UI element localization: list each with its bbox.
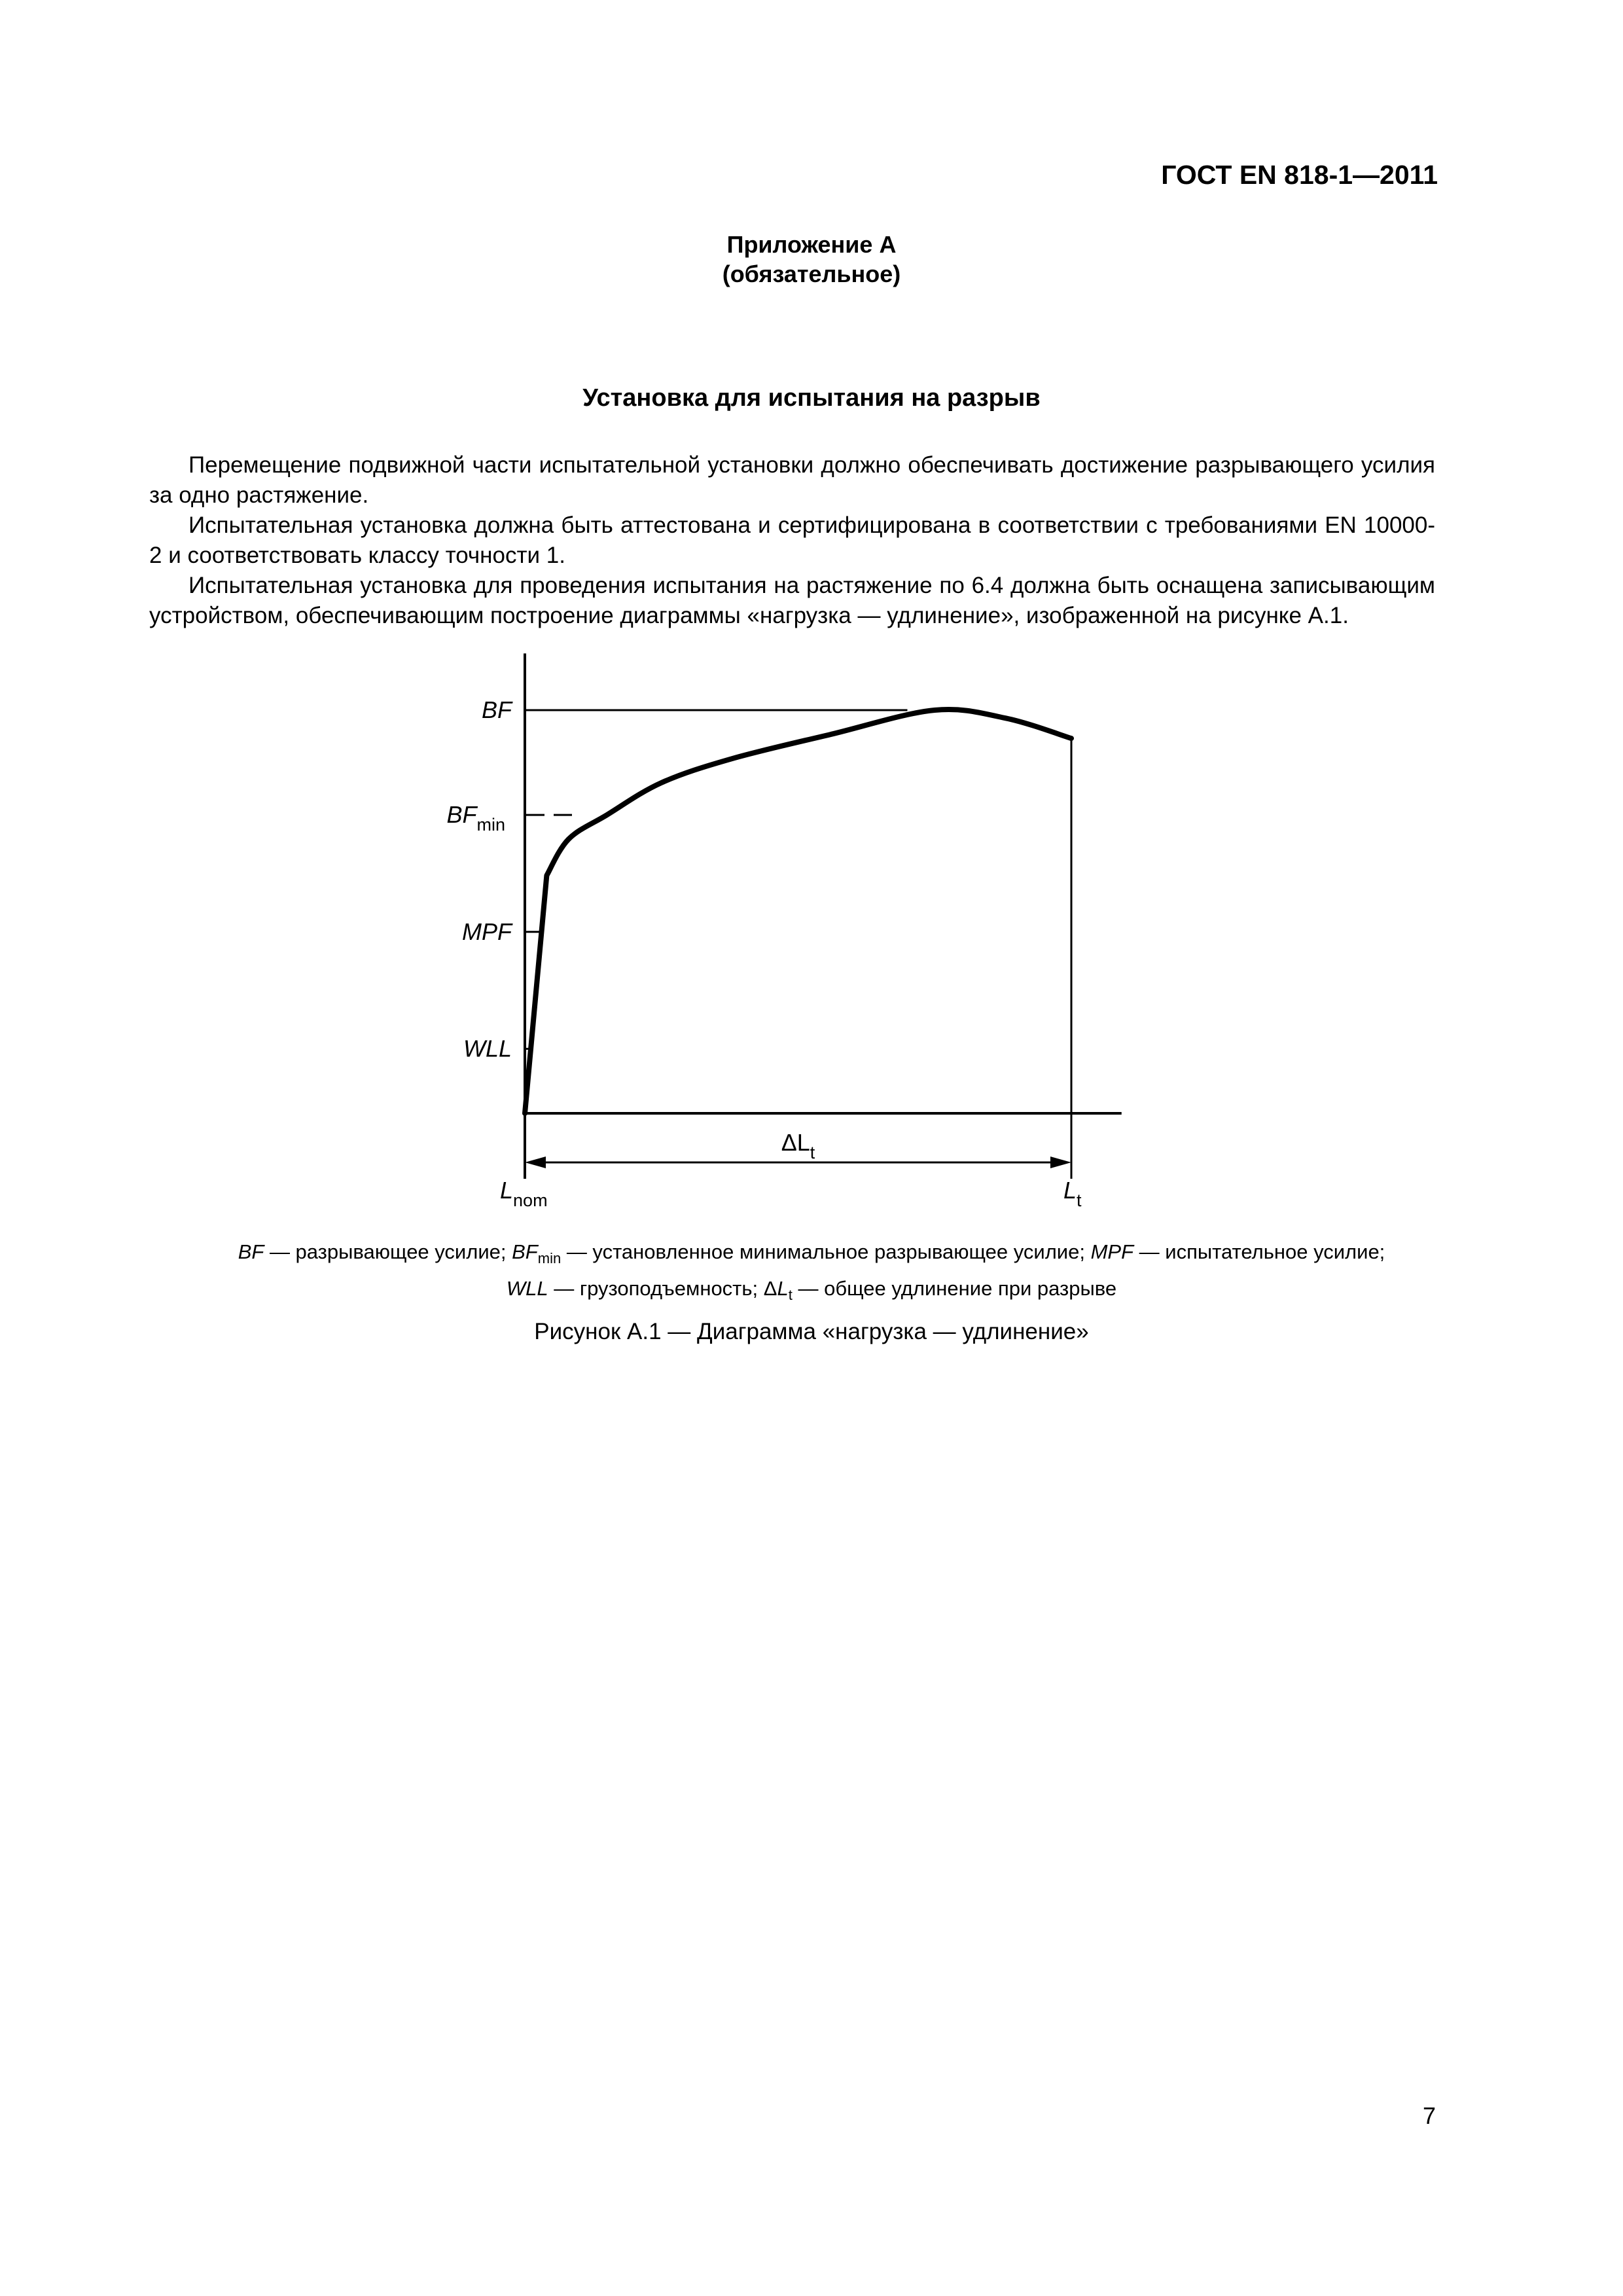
legend-term-mpf: MPF — [1090, 1240, 1134, 1263]
legend-term-bf: BF — [238, 1240, 264, 1263]
section-title: Установка для испытания на разрыв — [582, 384, 1041, 412]
figure-legend — [0, 1237, 1623, 1310]
legend-def-bfmin: — установленное минимальное разрывающее усилие; — [561, 1240, 1091, 1263]
dimension-arrow-left — [525, 1157, 546, 1168]
page-number: 7 — [1422, 2102, 1436, 2129]
legend-sub-bfmin: min — [537, 1250, 562, 1267]
legend-delta-symbol: Δ — [763, 1277, 777, 1300]
x-tick-label-lnom: $L_{nom}$ — [500, 1177, 548, 1210]
x-tick-label-lt: $L_t$ — [1063, 1177, 1082, 1210]
legend-term-bfmin: BF — [512, 1240, 538, 1263]
y-tick-label-bf: BF — [481, 696, 512, 723]
legend-sub-dl: t — [788, 1287, 793, 1304]
legend-def-wll: — грузоподъемность; — [548, 1277, 764, 1300]
y-tick-label-wll: WLL — [463, 1035, 512, 1062]
paragraph: Испытательная установка для проведения испытания на растяжение по 6.4 должна быть оснащена записывающим устройством, обеспечивающим построение диаграммы «нагрузка — удлинение», изображенной на рисунке А.1. — [149, 573, 1435, 628]
paragraph: Испытательная установка должна быть аттестована и сертифицирована в соответствии с требованиями EN 10000-2 и соответствовать классу точности 1. — [149, 512, 1435, 568]
load-elongation-curve — [525, 709, 1071, 1113]
legend-line-2 — [0, 1274, 1623, 1310]
dimension-label-delta-lt: $\Delta L_t$ — [781, 1129, 815, 1162]
y-tick-label-bfmin: $BF_{min}$ — [446, 801, 505, 835]
annex-title: Приложение А — [726, 231, 897, 258]
legend-line-1 — [0, 1237, 1623, 1274]
figure-caption: Рисунок А.1 — Диаграмма «нагрузка — удлинение» — [534, 1319, 1089, 1344]
dimension-arrow-right — [1050, 1157, 1071, 1168]
legend-def-mpf: — испытательное усилие; — [1133, 1240, 1385, 1263]
paragraph: Перемещение подвижной части испытательной установки должно обеспечивать достижение разрывающего усилия за одно растяжение. — [149, 452, 1435, 508]
annex-status: (обязательное) — [722, 260, 901, 287]
document-code: ГОСТ EN 818-1—2011 — [1161, 160, 1438, 190]
legend-def-bf: — разрывающее усилие; — [264, 1240, 512, 1263]
legend-term-wll: WLL — [506, 1277, 548, 1300]
legend-term-dl: L — [777, 1277, 789, 1300]
y-tick-label-mpf: MPF — [462, 918, 512, 945]
legend-def-dl: — общее удлинение при разрыве — [792, 1277, 1117, 1300]
